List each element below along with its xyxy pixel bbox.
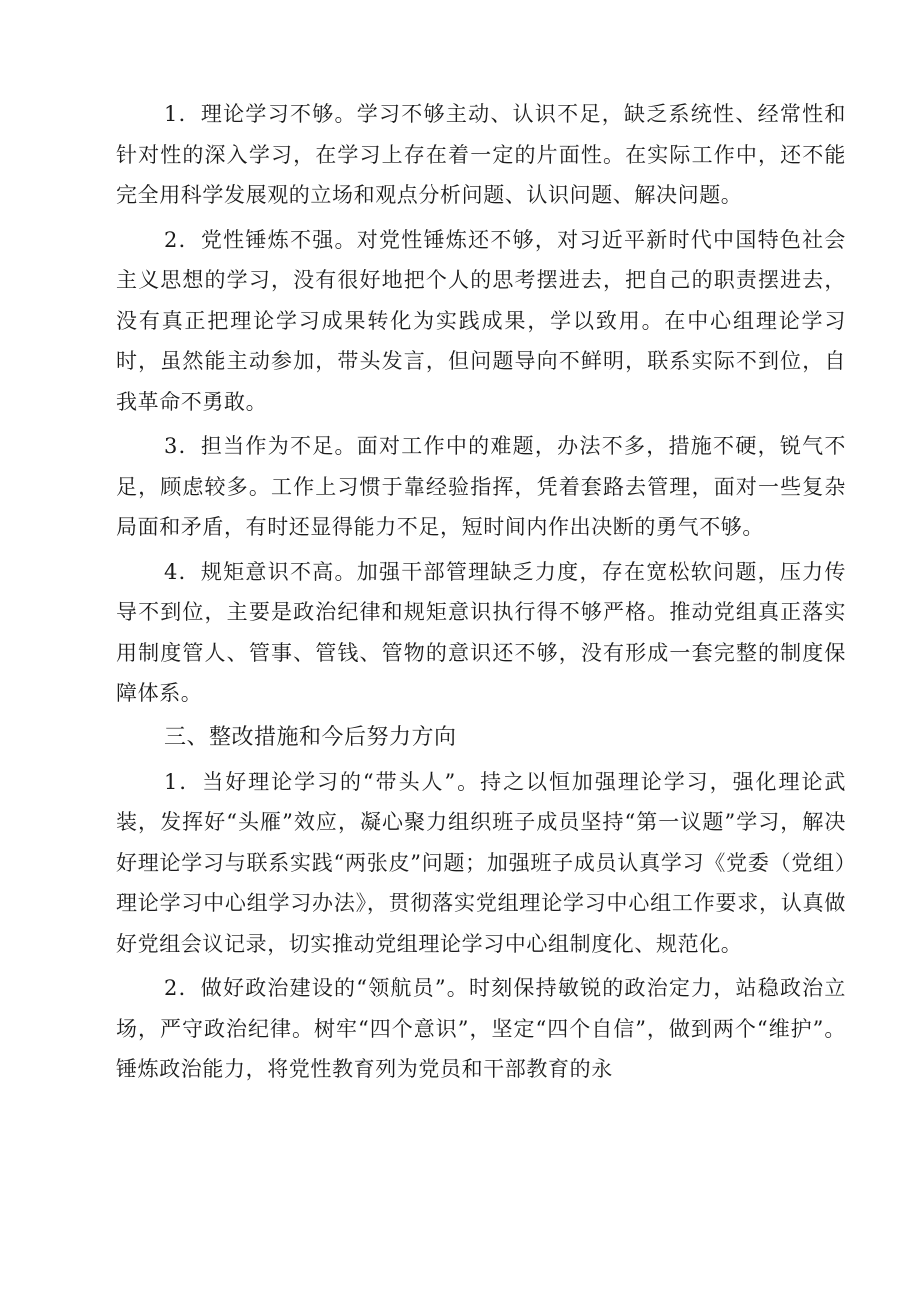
paragraph-responsibility: 3．担当作为不足。面对工作中的难题，办法不多，措施不硬，锐气不足，顾虑较多。工作上习惯于靠经验指挥，凭着套路去管理，面对一些复杂局面和矛盾，有时还显得能力不足，短时间内作出决断的勇气不够。 — [116, 434, 846, 539]
document-page — [116, 94, 846, 1094]
paragraph-rules-awareness: 4．规矩意识不高。加强干部管理缺乏力度，存在宽松软问题，压力传导不到位，主要是政治纪律和规矩意识执行得不够严格。推动党组真正落实用制度管人、管事、管钱、管物的意识还不够，没有形成一套完整的制度保障体系。 — [116, 559, 846, 705]
paragraph-political-navigator: 2．做好政治建设的“领航员”。时刻保持敏锐的政治定力，站稳政治立场，严守政治纪律。树牢“四个意识”，坚定“四个自信”，做到两个“维护”。锤炼政治能力，将党性教育列为党员和干部教育的永 — [116, 976, 846, 1081]
paragraph-theory-study: 1．理论学习不够。学习不够主动、认识不足，缺乏系统性、经常性和针对性的深入学习，在学习上存在着一定的片面性。在实际工作中，还不能完全用科学发展观的立场和观点分析问题、认识问题、解决问题。 — [116, 102, 846, 207]
section-heading: 三、整改措施和今后努力方向 — [164, 724, 457, 750]
paragraph-party-spirit: 2．党性锤炼不强。对党性锤炼还不够，对习近平新时代中国特色社会主义思想的学习，没有很好地把个人的思考摆进去，把自己的职责摆进去，没有真正把理论学习成果转化为实践成果，学以致用。在中心组理论学习时，虽然能主动参加，带头发言，但问题导向不鲜明，联系实际不到位，自我革命不勇敢。 — [116, 227, 846, 414]
paragraph-study-leader: 1．当好理论学习的“带头人”。持之以恒加强理论学习，强化理论武装，发挥好“头雁”效应，凝心聚力组织班子成员坚持“第一议题”学习，解决好理论学习与联系实践“两张皮”问题；加强班子成员认真学习《党委（党组）理论学习中心组学习办法》，贯彻落实党组理论学习中心组工作要求，认真做好党组会议记录，切实推动党组理论学习中心组制度化、规范化。 — [116, 769, 846, 956]
